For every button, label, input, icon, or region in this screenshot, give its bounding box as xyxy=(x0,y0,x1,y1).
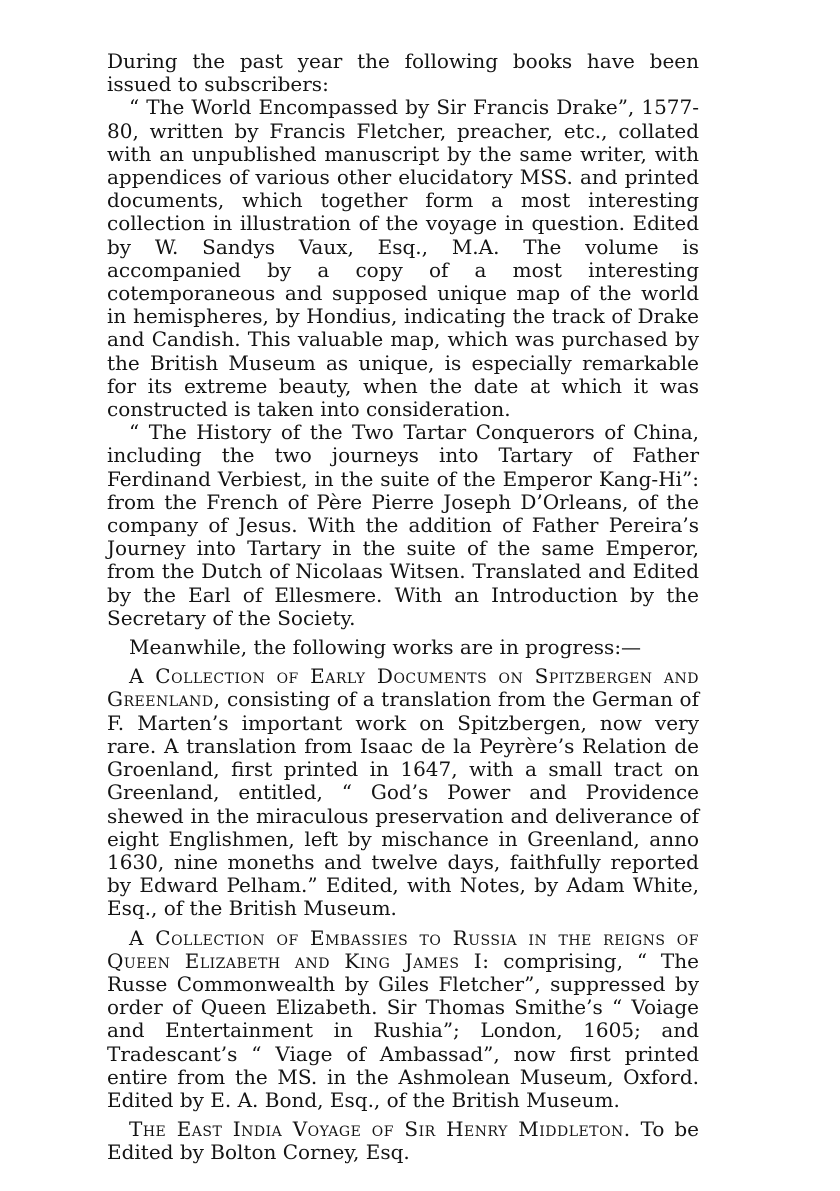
spitzbergen-body: consisting of a translation from the German of F. Marten’s important work on Spitzbergen, now very rare. A translation from Isaac de la Peyrère’s Relation de Groenland, first printed in 1647, with a small tract on Greenland, entitled, “ God’s Power and Providence shewed in the miraculous preservation and deliverance of eight Englishmen, left by mischance in Greenland, anno 1630, nine moneths and twelve days, faithfully reported by Edward Pelham.” Edited, with Notes, by Adam White, Esq., of the British Museum. xyxy=(107,687,699,921)
intro-paragraph: During the past year the following books have been issued to subscribers: xyxy=(107,49,699,97)
spitzbergen-title: A Collection of Early Documents on Spitzbergen and Greenland, xyxy=(107,664,699,712)
russia-title: A Collection of Embassies to Russia in the reigns of Queen Elizabeth and King James I: xyxy=(107,925,699,973)
drake-paragraph: “ The World Encompassed by Sir Francis Drake”, 1577-80, written by Francis Fletcher, preacher, etc., collated with an unpublished manuscript by the same writer, with appendices of various other elucidatory MSS. and printed documents, which together form a most interesting collection in illustration of the voyage in question. Edited by W. Sandys Vaux, Esq., M.A. The volume is accompanied by a copy of a most interesting cotemporaneous and supposed unique map of the world in hemispheres, by Hondius, indicating the track of Drake and Candish. This valuable map, which was purchased by the British Museum as unique, is especially remarkable for its extreme beauty, when the date at which it was constructed is taken into consideration. xyxy=(107,95,699,422)
document-page xyxy=(107,50,699,1165)
russia-paragraph xyxy=(107,927,699,1113)
tartar-paragraph: “ The History of the Two Tartar Conquerors of China, including the two journeys into Tartary of Father Ferdinand Verbiest, in the suite of the Emperor Kang-Hi”: from the French of Père Pierre Joseph D’Orleans, of the company of Jesus. With the addition of Father Pereira’s Journey into Tartary in the suite of the same Emperor, from the Dutch of Nicolaas Witsen. Translated and Edited by the Earl of Ellesmere. With an Introduction by the Secretary of the Society. xyxy=(107,420,699,630)
russia-body: comprising, “ The Russe Commonwealth by Giles Fletcher”, suppressed by order of Queen Elizabeth. Sir Thomas Smithe’s “ Voiage and Entertainment in Rushia”; London, 1605; and Tradescant’s “ Viage of Ambassad”, now first printed entire from the MS. in the Ashmolean Museum, Oxford. Edited by E. A. Bond, Esq., of the British Museum. xyxy=(107,948,699,1112)
spitzbergen-paragraph xyxy=(107,665,699,920)
middleton-title: The East India Voyage of Sir Henry Middleton. xyxy=(129,1117,631,1142)
in-progress-paragraph: Meanwhile, the following works are in progress:— xyxy=(129,635,642,660)
middleton-body: To be Edited by Bolton Corney, Esq. xyxy=(107,1117,700,1165)
middleton-paragraph xyxy=(107,1118,699,1164)
